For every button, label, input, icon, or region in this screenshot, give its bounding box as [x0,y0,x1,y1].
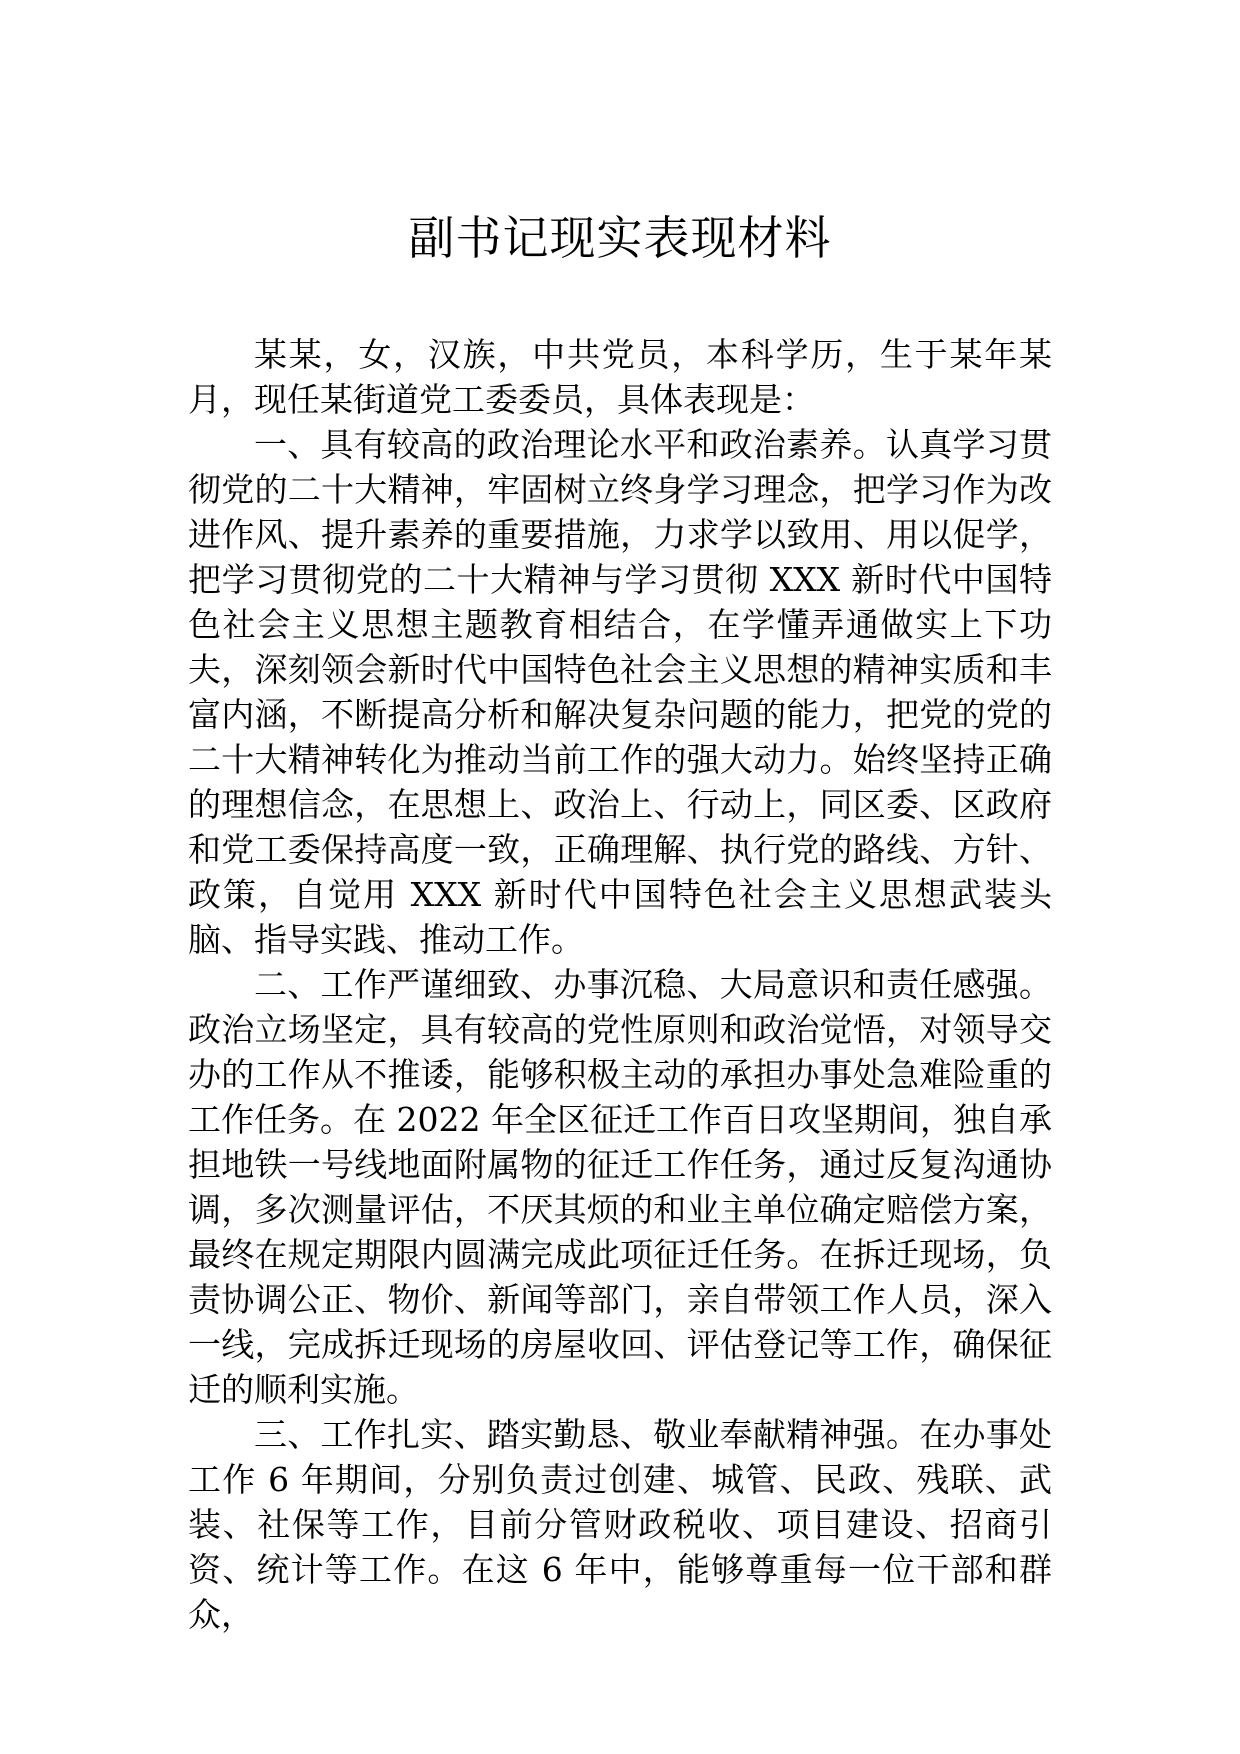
paragraph-section-1: 一、具有较高的政治理论水平和政治素养。认真学习贯彻党的二十大精神，牢固树立终身学习理念，把学习作为改进作风、提升素养的重要措施，力求学以致用、用以促学，把学习贯彻党的二十大精神与学习贯彻 XXX 新时代中国特色社会主义思想主题教育相结合，在学懂弄通做实上下功夫，深刻领会新时代中国特色社会主义思想的精神实质和丰富内涵，不断提高分析和解决复杂问题的能力，把党的党的二十大精神转化为推动当前工作的强大动力。始终坚持正确的理想信念，在思想上、政治上、行动上，同区委、区政府和党工委保持高度一致，正确理解、执行党的路线、方针、政策，自觉用 XXX 新时代中国特色社会主义思想武装头脑、指导实践、推动工作。 [188,425,1052,959]
document-title: 副书记现实表现材料 [408,211,832,265]
paragraph-section-3: 三、工作扎实、踏实勤恳、敬业奉献精神强。在办事处工作 6 年期间，分别负责过创建、城管、民政、残联、武装、社保等工作，目前分管财政税收、项目建设、招商引资、统计等工作。在这 6 年中，能够尊重每一位干部和群众， [188,1415,1052,1634]
paragraph-section-2: 二、工作严谨细致、办事沉稳、大局意识和责任感强。政治立场坚定，具有较高的党性原则和政治觉悟，对领导交办的工作从不推诿，能够积极主动的承担办事处急难险重的工作任务。在 2022 年全区征迁工作百日攻坚期间，独自承担地铁一号线地面附属物的征迁工作任务，通过反复沟通协调，多次测量评估，不厌其烦的和业主单位确定赔偿方案，最终在规定期限内圆满完成此项征迁任务。在拆迁现场，负责协调公正、物价、新闻等部门，亲自带领工作人员，深入一线，完成拆迁现场的房屋收回、评估登记等工作，确保征迁的顺利实施。 [188,965,1052,1409]
document-body [188,332,1052,1637]
paragraph-intro: 某某，女，汉族，中共党员，本科学历，生于某年某月，现任某街道党工委委员，具体表现是： [188,335,1052,419]
